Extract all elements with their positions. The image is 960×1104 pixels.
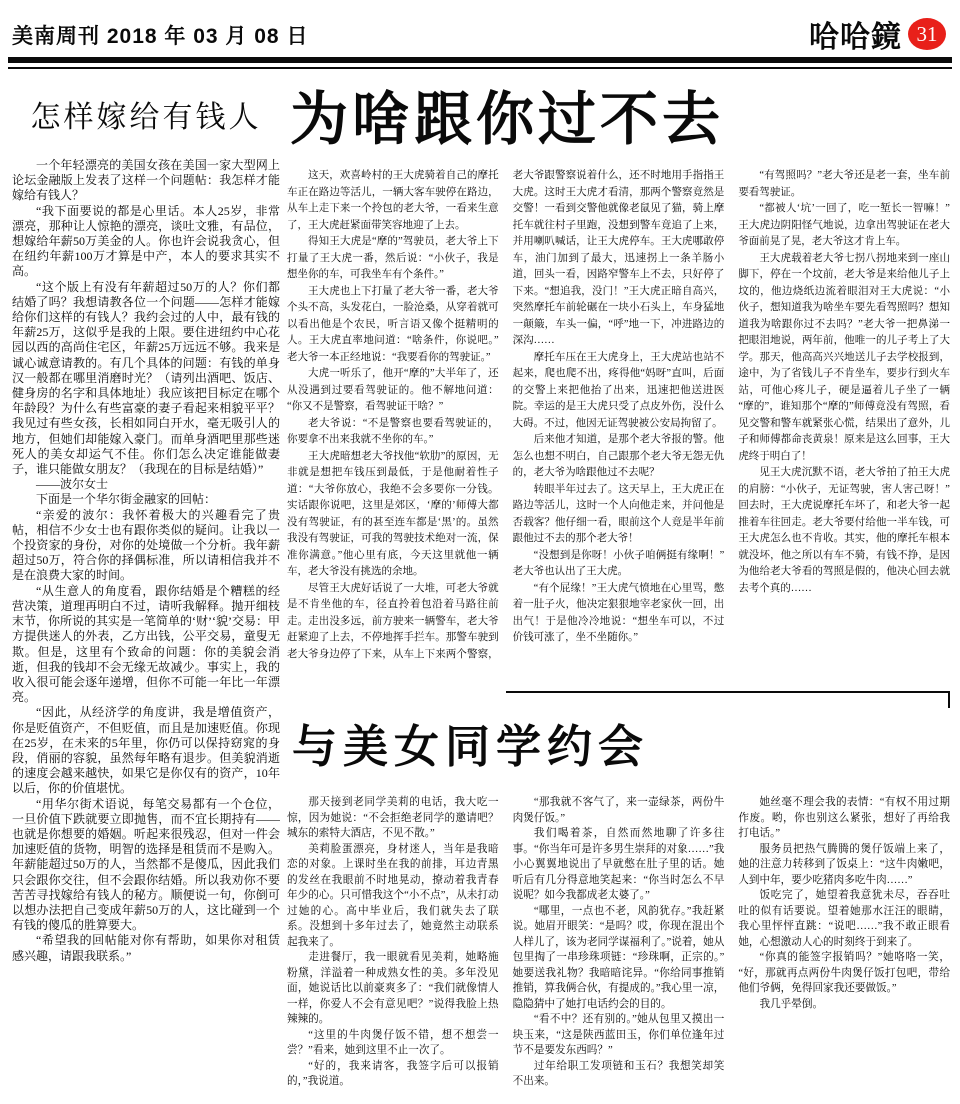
paragraph: 那天接到老同学美莉的电话，我大吃一惊，因为她说：“不会拒绝老同学的邀请吧？城东的索特大酒店，不见不散。” — [287, 797, 499, 839]
paragraph: 王大虎载着老大爷七拐八拐地来到一座山脚下，停在一个坟前，老大爷是来给他儿子上坟的，他边烧纸边流着眼泪对王大虎说：“小伙子，想知道我为啥坐车要先看驾照吗？想知道我为啥跟你过不去吗？”老大爷一把鼻涕一把眼泪地说，两年前，他唯一的儿子考上了大学。那天，他高高兴兴地送儿子去学校报到，途中，为了省钱儿子不肯坐车，要步行到火车站，可他心疼儿子，硬是逼着儿子坐了一辆“摩的”，谁知那个“摩的”师傅竟没有驾照，看见交警和警车就紧张心慌，结果出了意外，儿子和师傅都命丧黄泉！原来是这么回事，王大虎终于明白了！ — [738, 252, 950, 462]
masthead-title: 美南周刊 2018 年 03 月 08 日 — [12, 25, 309, 48]
paragraph: 她丝毫不理会我的表情：“有权不用过期作废。哟，你也别这么紧张，想好了再给我打电话。” — [738, 797, 950, 839]
paragraph: 老大爷说：“不是警察也要看驾驶证的，你要拿不出来我就不坐你的车。” — [287, 417, 499, 445]
main-article-title: 为啥跟你过不去 — [290, 87, 725, 152]
paragraph: “好的，我来请客，我签字后可以报销的，”我说道。 — [287, 1060, 499, 1087]
article-how-to-marry-rich — [12, 92, 280, 1094]
paragraph: 摩托车压在王大虎身上，王大虎站也站不起来，爬也爬不出，疼得他“妈呀”直叫，后面的交警上来把他抬了出来，迅速把他送进医院。幸运的是王大虎只受了点皮外伤，没什么大碍。不过，他因无证驾驶被公安局拘留了。 — [512, 351, 725, 429]
paragraph: “没想到是你呀！小伙子咱俩挺有缘啊！”老大爷也认出了王大虎。 — [512, 549, 725, 577]
paragraph: 美莉脸蛋漂亮，身材迷人，当年是我暗恋的对象。上课时坐在我的前排，耳边青黑的发丝在我眼前不时地晃动，撩动着我青春年少的心。只可惜我这个“小不点”，从未打动过她的心。高中毕业后，我们就失去了联系。没想到十多年过去了，她竟然主动联系起我来了。 — [287, 843, 499, 948]
paragraph: “有驾照吗？”老大爷还是老一套，坐车前要看驾驶证。 — [738, 170, 950, 198]
paragraph: 饭吃完了，她望着我意犹未尽，吞吞吐吐的似有话要说。望着她那水汪汪的眼睛，我心里怦怦直跳：“说吧……”我不敢正眼看她，心想激动人心的时刻终于到来了。 — [738, 890, 950, 948]
paragraph: “希望我的回帖能对你有帮助，如果你对租赁感兴趣，请跟我联系。” — [12, 933, 280, 963]
bottom-article-title: 与美女同学约会 — [292, 722, 650, 772]
paragraph: “你真的能签字报销吗？”她咯咯一笑，“好，那就再点两份牛肉煲仔饭打包吧，带给他们爷俩，免得回家我还要做饭。” — [738, 952, 950, 994]
paragraph: 过年给职工发项链和玉石？我想笑却笑不出来。 — [512, 1060, 725, 1087]
section-name: 哈哈鏡 — [809, 21, 902, 54]
section-divider-rule — [506, 691, 950, 693]
paragraph: 这天，欢喜岭村的王大虎骑着自己的摩托车正在路边等活儿，一辆大客车驶停在路边，从车上走下来一个拎包的老大爷，一看来生意了，王大虎赶紧面带笑容地迎了上去。 — [287, 170, 499, 231]
paragraph: “哪里，一点也不老，风韵犹存。”我赶紧说。她眉开眼笑：“是吗？哎，你现在混出个人样儿了，该为老同学谋福利了。”说着，她从包里掏了一串珍珠项链：“珍珠啊，正宗的。”她要送我礼物？我暗暗诧异。“你给同事推销推销，算我俩合伙，有提成的。”我心里一凉，隐隐猜中了她打电话约会的目的。 — [512, 905, 725, 1010]
paragraph: 我几乎晕倒。 — [759, 998, 824, 1010]
header-section-group — [809, 12, 946, 56]
paragraph: “用华尔街术语说，每笔交易都有一个仓位，一旦价值下跌就要立即抛售，而不宜长期持有——也就是你想要的婚姻。听起来很残忍，但对一件会加速贬值的货物，明智的选择是租赁而不是购入。年薪能超过50万的人，当然都不是傻瓜，因此我们只会跟你交往，但不会跟你结婚。所以我劝你不要苦苦寻找嫁给有钱人的秘方。顺便说一句，你倒可以想办法把自己变成年薪50万的人，这比碰到一个有钱的傻瓜的胜算要大。 — [12, 796, 280, 933]
paragraph: “这里的牛肉煲仔饭不错，想不想尝一尝？”看来，她到这里不止一次了。 — [287, 1029, 499, 1056]
paragraph: 得知王大虎是“摩的”驾驶员，老大爷上下打量了王大虎一番，然后说：“小伙子，我是想坐你的车，可我坐车有个条件。” — [287, 236, 499, 280]
header-rule-thin — [8, 67, 952, 69]
header-rule-thick — [8, 57, 952, 63]
paragraph: “看不中？还有别的。”她从包里又摸出一块玉来，“这是陕西蓝田玉，你们单位逢年过节不是要发东西吗？” — [512, 1014, 725, 1056]
paragraph: “有个屁缘！”王大虎气愤地在心里骂，憋着一肚子火，他决定狠狠地宰老家伙一回，出出气！于是他冷冷地说：“想坐车可以，不过价钱可涨了，坐不坐随你。” — [512, 582, 725, 643]
paragraph: “这个版上有没有年薪超过50万的人？你们都结婚了吗？我想请教各位一个问题——怎样才能嫁给你们这样的有钱人？我约会过的人中，最有钱的年薪25万，这似乎是我的上限。要住进纽约中心花园以西的高尚住宅区，年薪25万远远不够。我来是诚心诚意请教的。有几个具体的问题：有钱的单身汉一般都在哪里消磨时光？（请列出酒吧、饭店、健身房的名字和具体地址）我应该把目标定在哪个年龄段？为什么有些富豪的妻子看起来相貌平平？我见过有些女孩，长相如同白开水，毫无吸引人的地方，但她们却能嫁入豪门。而单身酒吧里那些迷死人的美女却运气不佳。你们怎么决定谁能做妻子，谁只能做女朋友？（我现在的目标是结婚）” — [12, 279, 280, 477]
paragraph: 尽管王大虎好话说了一大堆，可老大爷就是不肯坐他的车，径直拎着包沿着马路往前走。走出没多远，前方驶来一辆警车，老大爷赶紧迎了上去，不停地挥手拦车。那警车驶到老大爷身边停了下来，从车上下来两个警察，老大爷跟警察说着什么，还不时地用手指指王大虎。这时王大虎才看清，那两个警察竟然是交警！一看到交警他就像老鼠见了猫，骑上摩托车就往村子里跑，没想到警车竟追了上来，并用喇叭喊话，让王大虎停车。王大虎哪敢停车，油门加到了最大，迅速拐上一条羊肠小道，回头一看，因路窄警车上不去，只好停了下来。“想追我，没门！”王大虎正暗自高兴，突然摩托车前轮碾在一块小石头上，车身猛地一颠簸，车头一偏，“呼”地一下，冲进路边的深沟…… — [287, 170, 725, 660]
paragraph: 一个年轻漂亮的美国女孩在美国一家大型网上论坛金融版上发表了这样一个问题帖：我怎样才能嫁给有钱人？ — [12, 158, 280, 203]
paragraph: “那我就不客气了，来一壶绿茶，两份牛肉煲仔饭。” — [512, 797, 725, 824]
left-article-title: 怎样嫁给有钱人 — [30, 101, 262, 134]
main-article-body — [287, 168, 950, 666]
paragraph: “从生意人的角度看，跟你结婚是个糟糕的经营决策，道理再明白不过，请听我解释。抛开细枝末节，你所说的其实是一笔简单的‘财’‘貌’交易：甲方提供迷人的外表，乙方出钱，公平交易，童叟无欺。但是，这里有个致命的问题：你的美貌会消逝，但我的钱却不会无缘无故减少。事实上，我的收入很可能会逐年递增，但你不可能一年比一年漂亮。 — [12, 583, 280, 705]
paragraph: “我下面要说的都是心里话。本人25岁，非常漂亮，那种让人惊艳的漂亮，谈吐文雅，有品位，想嫁给年薪50万美金的人。你也许会说我贪心，但在纽约年薪100万才算是中产，本人的要求其实不高。 — [12, 203, 280, 279]
bottom-article-body — [287, 795, 950, 1103]
paragraph: 走进餐厅，我一眼就看见美莉，她略施粉黛，洋溢着一种成熟女性的美。多年没见面，她说话比以前豪爽多了：“我们就像情人一样，你爱人不会有意见吧？”说得我脸上热辣辣的。 — [287, 952, 499, 1025]
paragraph: 王大虎暗想老大爷找他“软肋”的原因，无非就是想把车钱压到最低，于是他耐着性子道：“大爷你放心，我绝不会多要你一分钱。实话跟你说吧，这里是郊区，‘摩的’师傅大都没有驾驶证，有的甚至连车都是‘黑’的。虽然我没有驾驶证，可我的驾驶技术绝对一流，保准你满意。”他心里有底，今天这里就他一辆车，老大爷没有挑选的余地。 — [287, 450, 499, 577]
section-divider-tick — [948, 691, 950, 708]
paragraph: 王大虎也上下打量了老大爷一番，老大爷个头不高，头发花白，一脸沧桑，从穿着就可以看出他是个农民，听言语又像个挺精明的人。王大虎直率地问道：“啥条件，你说吧。”老大爷一本正经地说：“我要看你的驾驶证。” — [287, 285, 499, 363]
paragraph: 大虎一听乐了，他开“摩的”大半年了，还从没遇到过要看驾驶证的。他不解地问道：“你又不是警察，看驾驶证干啥？” — [287, 368, 499, 412]
paragraph: 下面是一个华尔街金融家的回帖： — [36, 492, 217, 507]
left-article-body — [12, 158, 280, 964]
paragraph: 见王大虎沉默不语，老大爷拍了拍王大虎的肩膀：“小伙子，无证驾驶，害人害己呀！”回去时，王大虎说摩托车坏了，和老大爷一起推着车往回走。老大爷要付给他一半车钱，可王大虎怎么也不肯收。其实，他的摩托车根本就没坏，他之所以有车不骑，有钱不挣，是因为他给老大爷看的驾照是假的，他决心回去就去考个真的…… — [738, 467, 950, 594]
paragraph: 服务员把热气腾腾的煲仔饭端上来了，她的注意力转移到了饭桌上：“这牛肉嫩吧，人到中年，要少吃猪肉多吃牛肉……” — [738, 843, 950, 886]
page-number-badge: 31 — [908, 18, 946, 50]
paragraph: 我们喝着茶，自然而然地聊了许多往事。“你当年可是许多男生崇拜的对象……”我小心翼翼地说出了早就憋在肚子里的话。她听后有几分得意地笑起来：“你当时怎么不早说呢？如今我都成老太婆了。” — [512, 828, 725, 901]
paragraph: 转眼半年过去了。这天早上，王大虎正在路边等活儿，这时一个人向他走来，并问他是否载客？他仔细一看，眼前这个人竟是半年前跟他过不去的那个老大爷！ — [512, 483, 725, 544]
paragraph: 后来他才知道，是那个老大爷报的警。他怎么也想不明白，自己跟那个老大爷无怨无仇的，老大爷为啥跟他过不去呢？ — [512, 434, 725, 478]
paragraph: “因此，从经济学的角度讲，我是增值资产，你是贬值资产，不但贬值，而且是加速贬值。你现在25岁，在未来的5年里，你仍可以保持窈窕的身段，俏丽的容貌，虽然每年略有退步。但美貌消逝的速度会越来越快，如果它是你仅有的资产，10年以后，你的价值堪忧。 — [12, 705, 280, 796]
paragraph: ——波尔女士 — [36, 477, 109, 492]
paragraph: “都被人‘坑’一回了，吃一堑长一智嘛！”王大虎边阴阳怪气地说，边拿出驾驶证在老大爷面前晃了晃，老大爷这才肯上车。 — [738, 203, 950, 247]
paragraph: “亲爱的波尔：我怀着极大的兴趣看完了贵帖，相信不少女士也有跟你类似的疑问。让我以一个投资家的身份，对你的处境做一个分析。我年薪超过50万，符合你的择偶标准，所以请相信我并不是在浪费大家的时间。 — [12, 507, 280, 583]
